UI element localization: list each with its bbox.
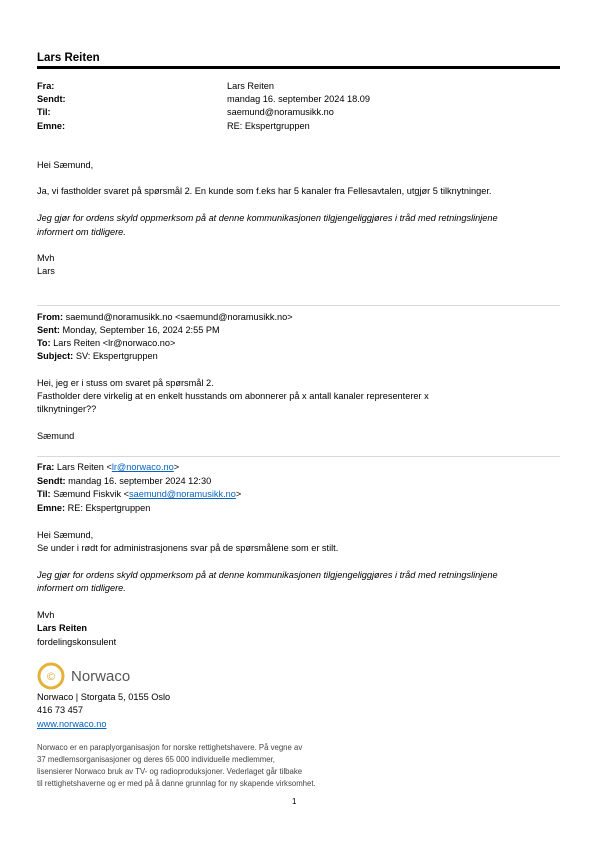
logo-wordmark: Norwaco bbox=[71, 668, 131, 685]
msg3-sent-value: mandag 16. september 2024 12:30 bbox=[68, 476, 212, 486]
company-website-wrap bbox=[37, 718, 562, 732]
msg2-signoff: Sæmund bbox=[37, 431, 75, 441]
msg2-from-value: saemund@noramusikk.no <saemund@noramusikk.no> bbox=[65, 312, 293, 322]
msg3-to-suffix: > bbox=[235, 489, 242, 499]
separator bbox=[37, 456, 560, 457]
company-about-line3: lisensierer Norwaco bruk av TV- og radioproduksjoner. Vederlaget går tilbake bbox=[37, 767, 303, 776]
msg2-sent-label: Sent: bbox=[37, 325, 60, 335]
msg1-disclaimer: Jeg gjør for ordens skyld oppmerksom på at denne kommunikasjonen tilgjengeliggjøres i tråd med retningslinjene informert om tidligere. bbox=[37, 213, 498, 237]
msg3-body: Se under i rødt for administrasjonens svar på de spørsmålene som er stilt. bbox=[37, 543, 339, 553]
logo-emblem-icon bbox=[37, 662, 147, 690]
msg3-subject-value: RE: Ekspertgruppen bbox=[67, 503, 151, 513]
company-about-line4: til rettighetshaverne og er med på å danne grunnlag for ny skapende virksomhet. bbox=[37, 779, 316, 788]
msg2-from-label: From: bbox=[37, 312, 64, 322]
msg3-to-prefix: Sæmund Fiskvik < bbox=[53, 489, 130, 499]
msg3-signoff: Mvh bbox=[37, 610, 55, 620]
title-rule bbox=[37, 66, 560, 69]
norwaco-logo bbox=[37, 662, 147, 692]
msg3-sent-label: Sendt: bbox=[37, 476, 66, 486]
msg3-to bbox=[37, 488, 562, 502]
msg1-greeting: Hei Sæmund, bbox=[37, 160, 94, 170]
company-about-line2: 37 medlemsorganisasjoner og deres 65 000 individuelle medlemmer, bbox=[37, 755, 275, 764]
msg3-subject bbox=[37, 502, 562, 516]
msg3-subject-label: Emne: bbox=[37, 503, 66, 513]
msg2-line2: Fastholder dere virkelig at en enkelt husstands om abonnerer på x antall kanaler representerer x bbox=[37, 391, 429, 401]
msg3-disclaimer-line2: informert om tidligere. bbox=[37, 583, 126, 593]
msg3-from bbox=[37, 461, 562, 475]
header-subject-value: RE: Ekspertgruppen bbox=[227, 121, 310, 131]
msg3-disclaimer-line1: Jeg gjør for ordens skyld oppmerksom på at denne kommunikasjonen tilgjengeliggjøres i tråd med retningslinjene bbox=[37, 570, 498, 580]
header-subject-label: Emne: bbox=[37, 121, 66, 131]
page-number: 1 bbox=[292, 797, 297, 806]
msg3-sent bbox=[37, 475, 562, 489]
msg3-to-email-link[interactable]: saemund@noramusikk.no bbox=[129, 489, 236, 499]
msg2-line1: Hei, jeg er i stuss om svaret på spørsmål 2. bbox=[37, 378, 214, 388]
header-sent-label: Sendt: bbox=[37, 94, 66, 104]
msg3-greeting: Hei Sæmund, bbox=[37, 530, 94, 540]
company-phone: 416 73 457 bbox=[37, 705, 83, 715]
msg2-subject-label: Subject: bbox=[37, 351, 74, 361]
header-to-label: Til: bbox=[37, 107, 51, 117]
msg1-signoff: Mvh bbox=[37, 253, 55, 263]
header-sent-value: mandag 16. september 2024 18.09 bbox=[227, 94, 371, 104]
company-website-link[interactable]: www.norwaco.no bbox=[37, 719, 107, 729]
logo-symbol: © bbox=[45, 670, 57, 683]
msg1-body: Ja, vi fastholder svaret på spørsmål 2. En kunde som f.eks har 5 kanaler fra Fellesavtalen, utgjør 5 tilknytninger. bbox=[37, 186, 492, 196]
msg3-to-label: Til: bbox=[37, 489, 51, 499]
signature-name: Lars Reiten bbox=[37, 623, 88, 633]
document-title: Lars Reiten bbox=[37, 52, 100, 64]
msg3-from-email-link[interactable]: lr@norwaco.no bbox=[111, 462, 174, 472]
header-from-label: Fra: bbox=[37, 81, 55, 91]
msg2-sent bbox=[37, 324, 562, 338]
msg2-to-value: Lars Reiten <lr@norwaco.no> bbox=[53, 338, 176, 348]
separator bbox=[37, 305, 560, 306]
header-from-value: Lars Reiten bbox=[227, 81, 274, 91]
msg3-from-label: Fra: bbox=[37, 462, 55, 472]
msg3-from-suffix: > bbox=[173, 462, 180, 472]
company-address: Norwaco | Storgata 5, 0155 Oslo bbox=[37, 692, 171, 702]
header-to-value: saemund@noramusikk.no bbox=[227, 107, 334, 117]
msg2-subject-value: SV: Ekspertgruppen bbox=[75, 351, 158, 361]
msg2-sent-value: Monday, September 16, 2024 2:55 PM bbox=[62, 325, 220, 335]
msg2-from bbox=[37, 311, 562, 325]
msg2-line3: tilknytninger?? bbox=[37, 404, 97, 414]
msg1-signature: Lars bbox=[37, 266, 55, 276]
msg3-from-prefix: Lars Reiten < bbox=[56, 462, 112, 472]
msg2-to bbox=[37, 337, 562, 351]
signature-title: fordelingskonsulent bbox=[37, 637, 117, 647]
msg2-to-label: To: bbox=[37, 338, 51, 348]
msg2-subject bbox=[37, 350, 562, 364]
company-about-line1: Norwaco er en paraplyorganisasjon for norske rettighetshavere. På vegne av bbox=[37, 743, 303, 752]
